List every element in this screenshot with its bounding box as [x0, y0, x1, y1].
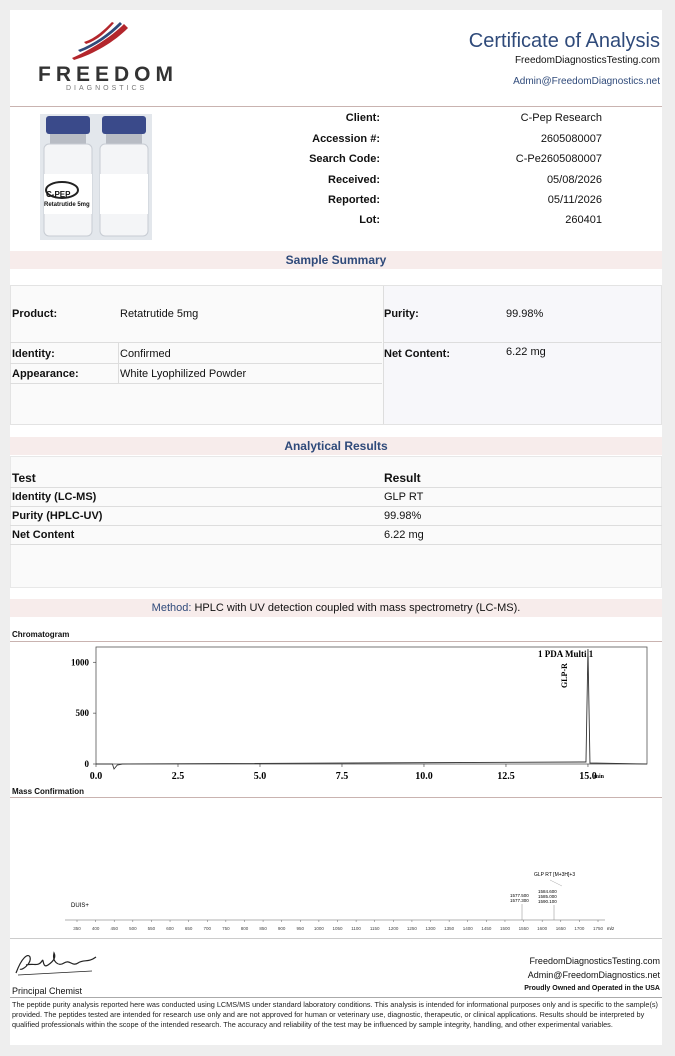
- purity-label: Purity:: [384, 308, 419, 320]
- mass-x-tick-label: 1100: [351, 926, 361, 930]
- mass-x-tick-label: 1550: [518, 926, 529, 930]
- mass-x-tick-label: 750: [222, 926, 230, 930]
- vial-brand-label: C-PEP: [46, 190, 71, 199]
- identity-label: Identity:: [12, 348, 55, 360]
- product-photo: [40, 114, 152, 240]
- method-text: HPLC with UV detection coupled with mass spectrometry (LC-MS).: [191, 602, 521, 614]
- reported-label: Reported:: [328, 194, 380, 206]
- method-label: Method:: [151, 602, 192, 614]
- x-tick-label: 7.5: [335, 771, 349, 782]
- signature-image: [12, 947, 102, 979]
- appearance-label: Appearance:: [12, 368, 79, 380]
- search-code-label: Search Code:: [309, 153, 380, 165]
- mass-peak-b-1: 1584.600: [538, 889, 557, 894]
- mass-x-tick-label: 1400: [462, 926, 473, 930]
- page-title: Certificate of Analysis: [468, 30, 660, 52]
- mass-peak-a-2: 1577.300: [510, 898, 529, 903]
- mass-peak-b-2: 1585.000: [538, 894, 557, 899]
- logo-name: FREEDOM: [38, 63, 178, 86]
- accession-value: 2605080007: [540, 133, 602, 145]
- mass-x-tick-label: 1050: [332, 926, 343, 930]
- accession-label: Accession #:: [312, 133, 380, 145]
- vial-product-label: Retatrutide 5mg: [44, 202, 90, 208]
- header-email: Admin@FreedomDiagnostics.net: [513, 76, 660, 87]
- signer-title: Principal Chemist: [12, 986, 83, 996]
- results-col-test: Test: [12, 471, 36, 485]
- lot-value: 260401: [565, 214, 602, 226]
- footer-website: FreedomDiagnosticsTesting.com: [529, 956, 660, 966]
- sample-summary-header: Sample Summary: [10, 251, 662, 269]
- result-value: 99.98%: [384, 510, 422, 522]
- chromatogram-chart: [10, 644, 662, 786]
- y-tick-label: 0: [84, 759, 89, 769]
- mass-spectrum-chart: [10, 860, 662, 930]
- x-tick-label: 5.0: [253, 771, 267, 782]
- mass-confirmation-title: Mass Confirmation: [12, 787, 85, 796]
- chromatogram-x-unit: min: [594, 774, 605, 780]
- mass-x-tick-label: 1200: [388, 926, 399, 930]
- client-value: C-Pep Research: [520, 112, 602, 124]
- mass-x-tick-label: 1300: [425, 926, 436, 930]
- purity-value: 99.98%: [506, 308, 544, 320]
- chromatogram-peak-label: GLP-R: [560, 663, 569, 688]
- product-label: Product:: [12, 308, 58, 320]
- reported-value: 05/11/2026: [547, 194, 602, 206]
- certificate-page: [10, 10, 662, 1045]
- x-tick-label: 2.5: [171, 771, 185, 782]
- net-content-label: Net Content:: [384, 348, 450, 360]
- mass-x-tick-label: 500: [129, 926, 137, 930]
- mass-x-tick-label: 450: [110, 926, 118, 930]
- footer-email: Admin@FreedomDiagnostics.net: [527, 970, 660, 980]
- method-bar: [10, 599, 662, 617]
- lot-label: Lot:: [359, 214, 380, 226]
- results-col-result: Result: [384, 471, 421, 485]
- mass-x-tick-label: 400: [91, 926, 100, 930]
- mass-x-tick-label: 700: [203, 926, 212, 930]
- x-tick-label: 15.0: [579, 771, 597, 782]
- result-test: Net Content: [12, 529, 75, 541]
- sample-summary-box: [10, 285, 662, 425]
- net-content-value: 6.22 mg: [506, 346, 546, 358]
- mass-x-tick-label: 950: [296, 926, 305, 930]
- mass-ion-label: GLP RT [M+3H]+3: [534, 872, 576, 878]
- mass-x-tick-label: 550: [147, 926, 156, 930]
- mass-x-tick-label: 1650: [555, 926, 566, 930]
- x-tick-label: 0.0: [89, 771, 103, 782]
- chromatogram-trace-label: 1 PDA Multi 1: [538, 649, 594, 659]
- client-label: Client:: [345, 112, 380, 124]
- mass-x-tick-label: 1500: [499, 926, 510, 930]
- mass-x-tick-label: 1000: [313, 926, 324, 930]
- mass-x-tick-label: 600: [166, 926, 174, 930]
- result-value: GLP RT: [384, 491, 424, 503]
- mass-peak-b-3: 1590.100: [538, 899, 557, 904]
- logo-subtitle: DIAGNOSTICS: [66, 85, 148, 92]
- mass-peak-a-1: 1577.500: [510, 893, 529, 898]
- analytical-results-header: Analytical Results: [10, 437, 662, 455]
- mass-x-tick-label: 1600: [537, 926, 548, 930]
- search-code-value: C-Pe2605080007: [515, 153, 602, 165]
- mass-x-tick-label: 1350: [444, 926, 455, 930]
- mass-x-tick-label: 1150: [369, 926, 380, 930]
- mass-x-tick-label: 1450: [481, 926, 492, 930]
- disclaimer: The peptide purity analysis reported here was conducted using LCMS/MS under standard laboratory conditions. This analysis is intended for informational purposes only and is specific to the sample(s) provided. The peptides tested are intended for research use only and are not approved for human or veterinary use, diagnostic, therapeutic, or clinical applications. Results should be interpreted by qualified professionals within the scope of the intended research. The accuracy and reliability of the test may be influenced by sample integrity, handling, and other experimental variables.: [12, 1000, 658, 1029]
- flag-swoosh-icon: [70, 20, 140, 62]
- mass-x-tick-label: 850: [259, 926, 267, 930]
- y-tick-label: 500: [75, 708, 89, 719]
- mass-x-tick-label: 350: [73, 926, 81, 930]
- footer-owned: Proudly Owned and Operated in the USA: [524, 985, 660, 992]
- received-value: 05/08/2026: [546, 174, 602, 186]
- identity-value: Confirmed: [120, 348, 171, 360]
- result-test: Purity (HPLC-UV): [12, 510, 103, 522]
- mass-annotation-line: [550, 880, 562, 886]
- mass-x-tick-label: 1250: [406, 926, 417, 930]
- appearance-value: White Lyophilized Powder: [120, 368, 247, 380]
- y-tick-label: 1000: [71, 657, 89, 668]
- x-tick-label: 10.0: [415, 771, 433, 782]
- product-value: Retatrutide 5mg: [120, 308, 199, 320]
- result-value: 6.22 mg: [384, 529, 424, 541]
- header-divider: [10, 106, 662, 107]
- mass-x-unit: m/z: [607, 926, 615, 930]
- mass-x-tick-label: 1750: [592, 926, 604, 930]
- mass-x-tick-label: 650: [184, 926, 193, 930]
- mass-x-tick-label: 1700: [574, 926, 585, 930]
- x-tick-label: 12.5: [497, 771, 515, 782]
- mass-x-tick-label: 900: [277, 926, 286, 930]
- chromatogram-title: Chromatogram: [12, 630, 70, 639]
- header-website: FreedomDiagnosticsTesting.com: [514, 55, 660, 66]
- result-test: Identity (LC-MS): [12, 491, 97, 503]
- mass-duis-label: DUIS+: [71, 903, 89, 909]
- analytical-box: [10, 456, 662, 588]
- received-label: Received:: [328, 174, 380, 186]
- mass-x-tick-label: 800: [240, 926, 249, 930]
